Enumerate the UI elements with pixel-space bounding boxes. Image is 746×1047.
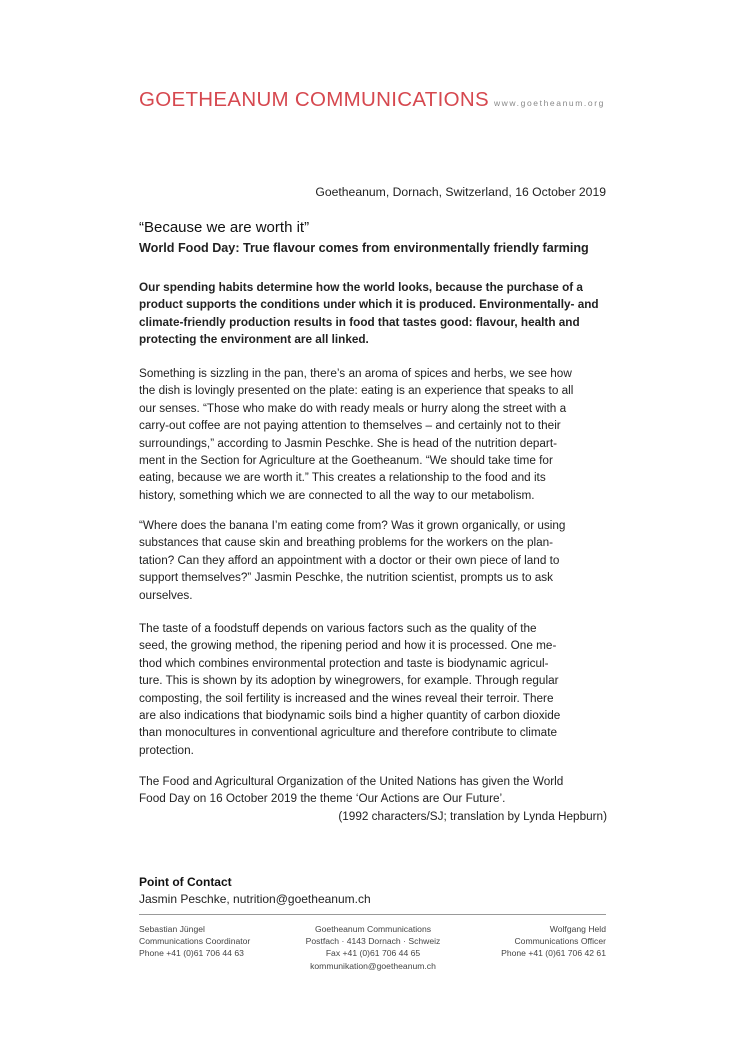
body-line: support themselves?” Jasmin Peschke, the nutrition scientist, prompts us to ask xyxy=(139,571,554,585)
body-line: the dish is lovingly presented on the plate: eating is an experience that speaks to all xyxy=(139,384,574,398)
footer-center-contact xyxy=(273,923,473,972)
press-title: “Because we are worth it” xyxy=(139,219,310,236)
lead-line: product supports the conditions under which it is produced. Environmentally- and xyxy=(139,298,599,312)
contact-details[interactable]: Jasmin Peschke, nutrition@goetheanum.ch xyxy=(139,892,371,906)
footer-line: Phone +41 (0)61 706 44 63 xyxy=(139,948,244,959)
contact-heading: Point of Contact xyxy=(139,875,232,889)
footer-line: Phone +41 (0)61 706 42 61 xyxy=(501,948,606,959)
footer-email[interactable]: kommunikation@goetheanum.ch xyxy=(310,960,436,971)
footer-line: Fax +41 (0)61 706 44 65 xyxy=(325,948,421,959)
lead-line: climate-friendly production results in food that tastes good: flavour, health and xyxy=(139,315,580,329)
body-line: substances that cause skin and breathing problems for the workers on the plan- xyxy=(139,536,554,550)
body-line: protection. xyxy=(139,743,194,757)
brand-name: GOETHEANUM COMMUNICATIONS xyxy=(139,88,489,111)
body-paragraph-1 xyxy=(139,365,607,504)
footer-line: Sebastian Jüngel xyxy=(139,924,205,934)
body-line: composting, the soil fertility is increased and the wines reveal their terroir. There xyxy=(139,691,554,705)
body-line: history, something which we are connected to all the way to our metabolism. xyxy=(139,488,535,502)
footer-line: Postfach · 4143 Dornach · Schweiz xyxy=(305,936,441,947)
dateline: Goetheanum, Dornach, Switzerland, 16 October 2019 xyxy=(315,185,606,199)
body-line: Food Day on 16 October 2019 the theme ‘Our Actions are Our Future’. xyxy=(139,792,506,806)
footer-right-contact xyxy=(501,923,606,960)
body-line: tation? Can they afford an appointment with a doctor or their own piece of land to xyxy=(139,553,560,567)
lead-line: protecting the environment are all linked. xyxy=(139,333,369,347)
footer-line: Communications Officer xyxy=(514,936,606,947)
body-line: eating, because we are worth it.” This creates a relationship to the food and its xyxy=(139,471,546,485)
body-line: than monocultures in conventional agriculture and therefore contribute to climate xyxy=(139,726,558,740)
character-count-signoff: (1992 characters/SJ; translation by Lynda Hepburn) xyxy=(338,809,607,823)
body-line: surroundings,” according to Jasmin Peschke. She is head of the nutrition depart- xyxy=(139,436,558,450)
footer-line: Communications Coordinator xyxy=(139,936,251,947)
body-line: ment in the Section for Agriculture at the Goetheanum. “We should take time for xyxy=(139,454,553,468)
body-line: The Food and Agricultural Organization of the United Nations has given the World xyxy=(139,775,564,788)
body-line: thod which combines environmental protection and taste is biodynamic agricul- xyxy=(139,656,549,670)
body-line: are also indications that biodynamic soils bind a higher quantity of carbon dioxide xyxy=(139,709,561,723)
lead-line: Our spending habits determine how the world looks, because the purchase of a xyxy=(139,281,583,294)
letterhead xyxy=(139,88,605,112)
body-line: “Where does the banana I’m eating come from? Was it grown organically, or using xyxy=(139,519,566,532)
footer-line: Goetheanum Communications xyxy=(314,924,432,934)
body-line: seed, the growing method, the ripening period and how it is processed. One me- xyxy=(139,639,557,653)
footer-divider xyxy=(139,914,606,915)
lead-paragraph xyxy=(139,279,607,349)
press-subtitle: World Food Day: True flavour comes from environmentally friendly farming xyxy=(139,241,589,255)
body-paragraph-4 xyxy=(139,773,607,825)
body-line: Something is sizzling in the pan, there’s an aroma of spices and herbs, we see how xyxy=(139,367,572,380)
body-paragraph-3 xyxy=(139,620,607,759)
body-paragraph-2 xyxy=(139,517,607,604)
footer-line: Wolfgang Held xyxy=(549,924,606,934)
body-line: carry-out coffee are not paying attention to themselves – and certainly not to their xyxy=(139,419,561,433)
body-line: ture. This is shown by its adoption by winegrowers, for example. Through regular xyxy=(139,674,559,688)
footer-left-contact xyxy=(139,923,250,960)
body-line: our senses. “Those who make do with ready meals or hurry along the street with a xyxy=(139,401,567,415)
brand-url[interactable]: www.goetheanum.org xyxy=(493,98,605,108)
body-line: The taste of a foodstuff depends on various factors such as the quality of the xyxy=(139,622,537,635)
body-line: ourselves. xyxy=(139,588,193,602)
